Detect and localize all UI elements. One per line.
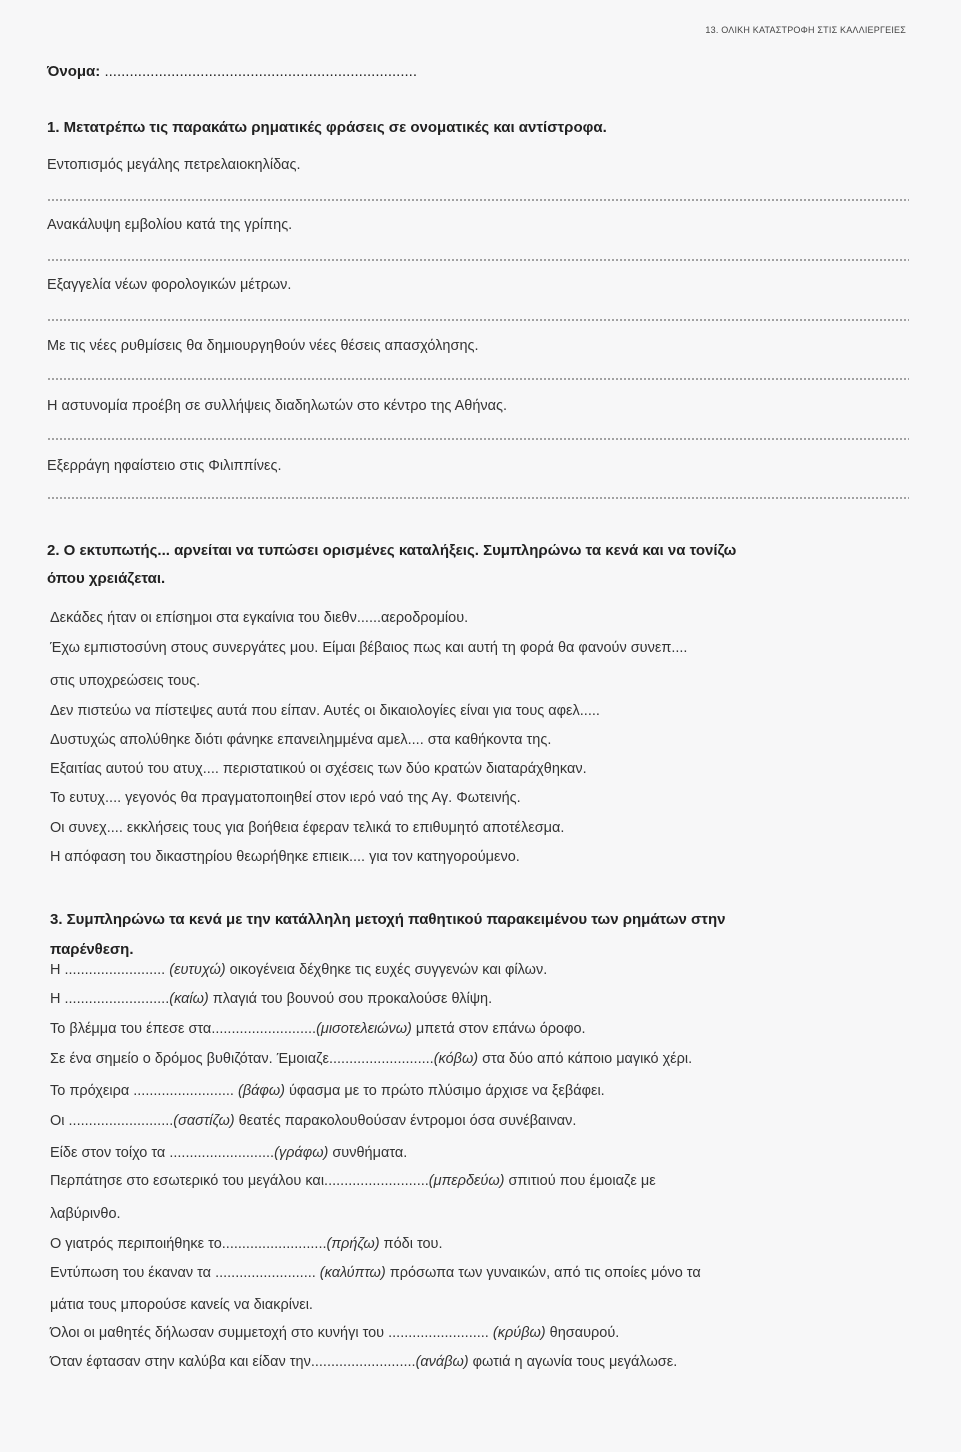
exercise3-line: Όταν έφτασαν στην καλύβα και είδαν την..........................(ανάβω) φωτιά η αγωνία τους μεγάλωσε. — [50, 1354, 678, 1370]
exercise3-title-line2: παρένθεση. — [50, 941, 134, 958]
exercise1-item: Εντοπισμός μεγάλης πετρελαιοκηλίδας. — [47, 157, 301, 173]
verb-hint: (γράφω) — [274, 1145, 329, 1161]
exercise3-line: Όλοι οι μαθητές δήλωσαν συμμετοχή στο κυνήγι του ......................... (κρύβω) θησαυρού. — [50, 1325, 620, 1341]
exercise3-line: Ο γιατρός περιποιήθηκε το..........................(πρήζω) πόδι του. — [50, 1236, 443, 1252]
exercise1-item: Εξαγγελία νέων φορολογικών μέτρων. — [47, 277, 292, 293]
exercise1-title: 1. Μετατρέπω τις παρακάτω ρηματικές φράσεις σε ονοματικές και αντίστροφα. — [47, 119, 607, 136]
answer-line[interactable] — [47, 378, 909, 380]
name-field[interactable] — [47, 63, 417, 80]
verb-hint: (ευτυχώ) — [165, 962, 226, 978]
exercise2-line: Δεκάδες ήταν οι επίσημοι στα εγκαίνια του διεθν......αεροδρομίου. — [50, 610, 469, 626]
exercise3-line: λαβύρινθο. — [50, 1206, 121, 1222]
exercise3-line: Είδε στον τοίχο τα ..........................(γράφω) συνθήματα. — [50, 1145, 408, 1161]
fill-blank[interactable]: .......................... — [64, 991, 170, 1007]
verb-hint: (καίω) — [169, 991, 209, 1007]
answer-line[interactable] — [47, 319, 909, 321]
verb-hint: (καλύπτω) — [315, 1265, 386, 1281]
verb-hint: (μισοτελειώνω) — [316, 1021, 412, 1037]
verb-hint: (ανάβω) — [415, 1354, 469, 1370]
verb-hint: (κόβω) — [433, 1051, 479, 1067]
exercise2-title-line2: όπου χρειάζεται. — [47, 570, 166, 587]
exercise3-line: Περπάτησε στο εσωτερικό του μεγάλου και..........................(μπερδεύω) σπιτιού που έμοιαζε με — [50, 1173, 656, 1189]
exercise3-title-line1: 3. Συμπληρώνω τα κενά με την κατάλληλη μετοχή παθητικού παρακειμένου των ρημάτων στην — [50, 911, 726, 928]
fill-blank[interactable]: .......................... — [221, 1236, 327, 1252]
exercise1-item: Με τις νέες ρυθμίσεις θα δημιουργηθούν νέες θέσεις απασχόλησης. — [47, 338, 479, 354]
exercise3-line: Η ......................... (ευτυχώ) οικογένεια δέχθηκε τις ευχές συγγενών και φίλων. — [50, 962, 548, 978]
exercise3-line: Το πρόχειρα ......................... (βάφω) ύφασμα με το πρώτο πλύσιμο άρχισε να ξεβάφει. — [50, 1083, 605, 1099]
fill-blank[interactable]: ......................... — [388, 1325, 489, 1341]
name-blank[interactable]: ........................................................................... — [104, 63, 418, 80]
exercise3-line: μάτια τους μπορούσε κανείς να διακρίνει. — [50, 1297, 313, 1313]
exercise2-line: στις υποχρεώσεις τους. — [50, 673, 201, 689]
exercise1-item: Η αστυνομία προέβη σε συλλήψεις διαδηλωτών στο κέντρο της Αθήνας. — [47, 398, 508, 414]
exercise3-line: Το βλέμμα του έπεσε στα..........................(μισοτελειώνω) μπετά στον επάνω όροφο. — [50, 1021, 586, 1037]
exercise2-line: Δεν πιστεύω να πίστεψες αυτά που είπαν. Αυτές οι δικαιολογίες είναι για τους αφελ..... — [50, 703, 600, 719]
exercise2-title-line1: 2. Ο εκτυπωτής... αρνείται να τυπώσει ορισμένες καταλήξεις. Συμπληρώνω τα κενά και να τονίζω — [47, 542, 737, 559]
exercise2-line: Η απόφαση του δικαστηρίου θεωρήθηκε επιεικ.... για τον κατηγορούμενο. — [50, 849, 520, 865]
exercise3-line: Η ..........................(καίω) πλαγιά του βουνού σου προκαλούσε θλίψη. — [50, 991, 493, 1007]
worksheet-header-title: 13. ΟΛΙΚΗ ΚΑΤΑΣΤΡΟΦΗ ΣΤΙΣ ΚΑΛΛΙΕΡΓΕΙΕΣ — [705, 25, 906, 35]
answer-line[interactable] — [47, 259, 909, 261]
exercise1-item: Ανακάλυψη εμβολίου κατά της γρίπης. — [47, 217, 293, 233]
answer-line[interactable] — [47, 199, 909, 201]
name-label: Όνομα: — [47, 63, 101, 80]
exercise1-item: Εξερράγη ηφαίστειο στις Φιλιππίνες. — [47, 458, 282, 474]
fill-blank[interactable]: .......................... — [169, 1145, 275, 1161]
answer-line[interactable] — [47, 438, 909, 440]
fill-blank[interactable]: ......................... — [133, 1083, 234, 1099]
fill-blank[interactable]: ......................... — [215, 1265, 316, 1281]
exercise3-line: Εντύπωση του έκαναν τα ......................... (καλύπτω) πρόσωπα των γυναικών, από τις οποίες μόνο τα — [50, 1265, 701, 1281]
verb-hint: (μπερδεύω) — [428, 1173, 505, 1189]
verb-hint: (πρήζω) — [326, 1236, 380, 1252]
verb-hint: (σαστίζω) — [173, 1113, 235, 1129]
fill-blank[interactable]: .......................... — [324, 1173, 429, 1189]
exercise2-line: Δυστυχώς απολύθηκε διότι φάνηκε επανειλημμένα αμελ.... στα καθήκοντα της. — [50, 732, 552, 748]
exercise3-line: Σε ένα σημείο ο δρόμος βυθιζόταν. Έμοιαζε..........................(κόβω) στα δύο από κάποιο μαγικό χέρι. — [50, 1051, 693, 1067]
exercise2-line: Οι συνεχ.... εκκλήσεις τους για βοήθεια έφεραν τελικά το επιθυμητό αποτέλεσμα. — [50, 820, 565, 836]
verb-hint: (κρύβω) — [488, 1325, 546, 1341]
exercise2-line: Εξαιτίας αυτού του ατυχ.... περιστατικού οι σχέσεις των δύο κρατών διαταράχθηκαν. — [50, 761, 587, 777]
exercise3-line: Οι ..........................(σαστίζω) θεατές παρακολουθούσαν έντρομοι όσα συνέβαιναν. — [50, 1113, 577, 1129]
fill-blank[interactable]: .......................... — [211, 1021, 317, 1037]
fill-blank[interactable]: ......................... — [64, 962, 166, 978]
exercise2-line: Έχω εμπιστοσύνη στους συνεργάτες μου. Είμαι βέβαιος πως και αυτή τη φορά θα φανούν συνεπ.... — [50, 640, 688, 656]
fill-blank[interactable]: .......................... — [310, 1354, 416, 1370]
fill-blank[interactable]: .......................... — [68, 1113, 174, 1129]
exercise2-line: Το ευτυχ.... γεγονός θα πραγματοποιηθεί στον ιερό ναό της Αγ. Φωτεινής. — [50, 790, 521, 806]
fill-blank[interactable]: .......................... — [328, 1051, 434, 1067]
answer-line[interactable] — [47, 497, 909, 499]
verb-hint: (βάφω) — [233, 1083, 285, 1099]
